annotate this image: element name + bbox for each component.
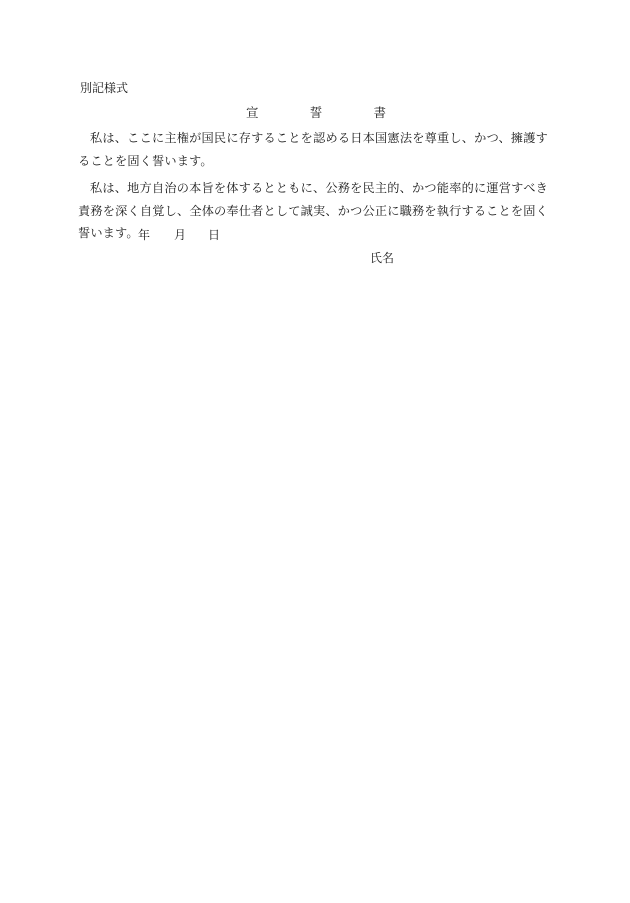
- date-year: 年: [138, 228, 151, 242]
- oath-paragraph-1: 私は、ここに主権が国民に存することを認める日本国憲法を尊重し、かつ、擁護することを固く誓います。: [78, 131, 548, 168]
- title-char-3: 書: [373, 105, 386, 120]
- signature-label: 氏名: [370, 251, 395, 265]
- title-char-2: 誓: [309, 105, 323, 120]
- oath-paragraph-2: 私は、地方自治の本旨を体するとともに、公務を民主的、かつ能率的に運営すべき責務を深く自覚し、全体の奉仕者として誠実、かつ公正に職務を執行することを固く誓います。: [78, 181, 548, 240]
- document-title: [246, 105, 386, 121]
- date-day: 日: [208, 228, 221, 242]
- form-label: 別記様式: [80, 81, 129, 95]
- date-month: 月: [174, 228, 187, 242]
- title-char-1: 宣: [246, 105, 259, 120]
